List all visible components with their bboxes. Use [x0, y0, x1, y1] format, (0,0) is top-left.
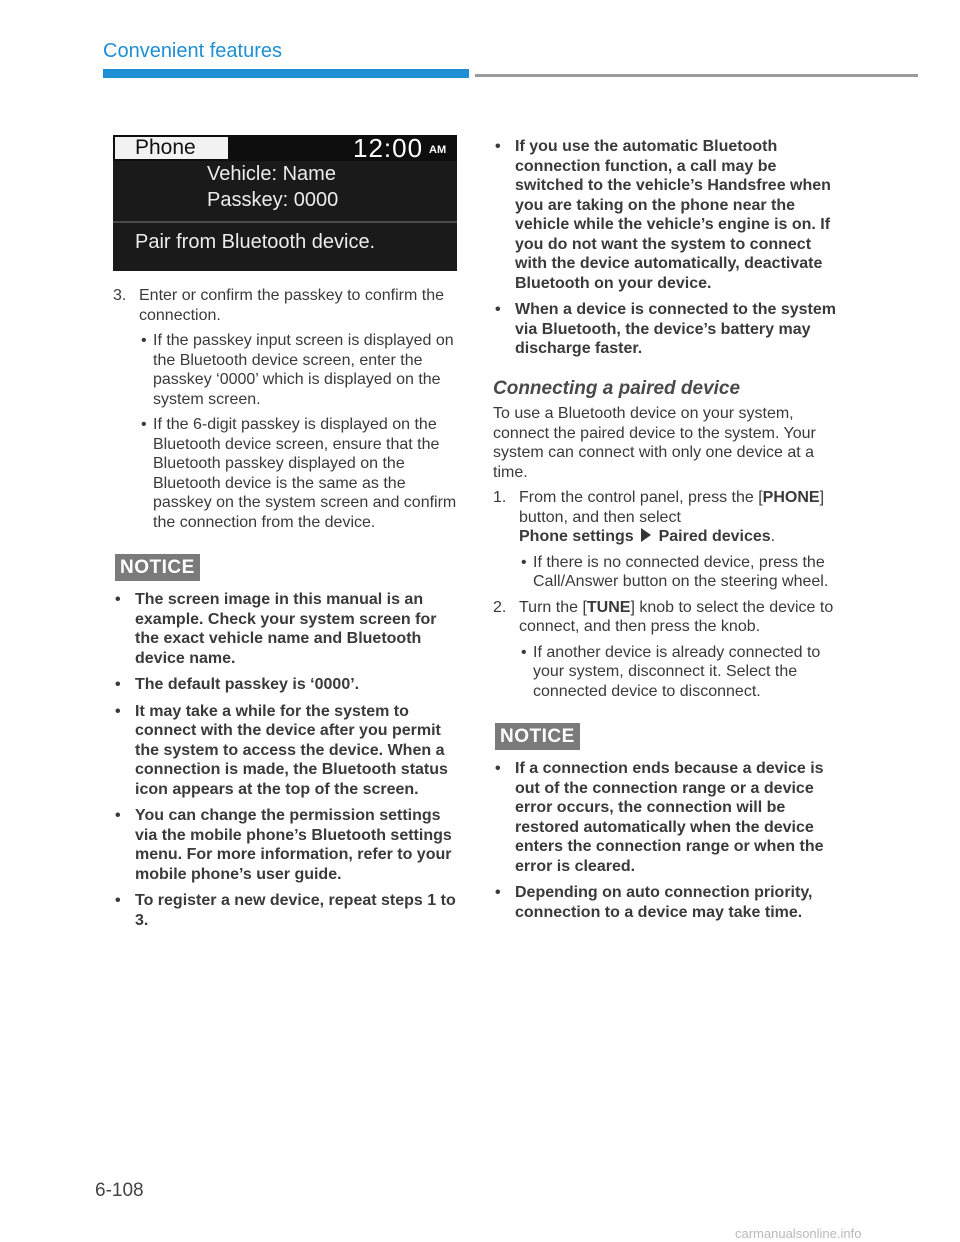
caution-item: • If you use the automatic Bluetooth connection function, a call may be switched to the vehicle’s Handsfree when you are taking on the phone near the vehicle while the vehicle’s engine is on. If you do not want the system to connect with the device automatically, deactivate Bluetooth on your device.: [495, 138, 831, 292]
step-3: [113, 286, 458, 325]
menu-paired-devices: Paired devices: [658, 528, 771, 545]
notice-badge: NOTICE: [495, 723, 580, 750]
screen-pair-message: Pair from Bluetooth device.: [135, 231, 376, 253]
sub-text: If the passkey input screen is displayed on the Bluetooth device screen, enter the passkey ‘0000’ which is displayed on the system screen.: [153, 332, 454, 408]
phone-key-label: PHONE: [762, 489, 820, 506]
notice-block-right: [493, 723, 838, 922]
bullet-dot: •: [521, 553, 527, 571]
notice-list: [493, 759, 838, 922]
notice-item: • The default passkey is ‘0000’.: [115, 676, 360, 693]
notice-item: • It may take a while for the system to connect with the device after you permit the system to access the device. When a connection is made, the Bluetooth status icon appears at the top of the screen.: [115, 702, 448, 798]
watermark: carmanualsonline.info: [735, 1226, 862, 1241]
section-intro: To use a Bluetooth device on your system, connect the paired device to the system. Your system can connect with only one device at a time.: [493, 405, 816, 481]
step-number: 2.: [493, 598, 507, 616]
caution-list: [493, 137, 838, 359]
sub-text: If another device is already connected to your system, disconnect it. Select the connected device to disconnect.: [533, 643, 821, 700]
notice-item: • The screen image in this manual is an example. Check your system screen for the exact vehicle name and Bluetooth device name.: [115, 591, 437, 667]
menu-arrow-icon: [641, 528, 651, 542]
sub-text: If the 6-digit passkey is displayed on the Bluetooth device screen, ensure that the Bluetooth passkey displayed on the Bluetooth device is the same as the passkey on the system screen and confirm the connection from the device.: [153, 416, 457, 531]
notice-item: • Depending on auto connection priority, connection to a device may take time.: [495, 884, 813, 921]
system-screen-image: [113, 135, 457, 271]
step-3-sub-1: [113, 331, 458, 409]
notice-block-left: [113, 554, 458, 930]
step-number: 3.: [113, 287, 127, 304]
section-header-title: Convenient features: [103, 40, 283, 62]
screen-phone-tab: Phone: [115, 137, 228, 159]
left-column: [113, 286, 458, 937]
bullet-dot: •: [141, 332, 147, 349]
header-bar-rule: [475, 74, 918, 77]
step-2: 2. Turn the [TUNE] knob to select the device to connect, and then press the knob.: [493, 598, 834, 635]
notice-item: • To register a new device, repeat steps 1 to 3.: [115, 892, 456, 929]
screen-vehicle-name: Vehicle: Name: [207, 163, 336, 185]
step-3-sub-2: [113, 415, 458, 532]
bullet-dot: •: [521, 643, 527, 661]
notice-list: [113, 590, 458, 930]
step-2-sub: [493, 643, 838, 702]
screen-ampm: AM: [429, 144, 447, 156]
caution-item: • When a device is connected to the system via Bluetooth, the device’s battery may discharge faster.: [495, 301, 836, 357]
screen-passkey: Passkey: 0000: [207, 189, 339, 211]
step-1-sub: [493, 553, 838, 592]
screen-divider: [113, 221, 457, 223]
header-bar-accent: [103, 69, 469, 78]
sub-text: If there is no connected device, press the Call/Answer button on the steering wheel.: [533, 553, 829, 590]
bullet-dot: •: [141, 416, 147, 433]
menu-phone-settings: Phone settings: [519, 528, 634, 545]
notice-item: • You can change the permission settings via the mobile phone’s Bluetooth settings menu. For more information, refer to your mobile phone’s user guide.: [115, 807, 452, 883]
section-title: Connecting a paired device: [493, 377, 741, 399]
right-column: [493, 137, 838, 929]
notice-badge: NOTICE: [115, 554, 200, 581]
page-number: 6-108: [95, 1180, 144, 1201]
step-number: 1.: [493, 489, 507, 506]
step-1: 1. From the control panel, press the [PHONE] button, and then select Phone settings Paired devices.: [493, 489, 825, 545]
tune-knob-label: TUNE: [586, 598, 631, 616]
step-text: Enter or confirm the passkey to confirm the connection.: [139, 287, 445, 324]
notice-item: • If a connection ends because a device is out of the connection range or a device error occurs, the connection will be restored automatically when the device enters the connection range or when the error is cleared.: [495, 760, 824, 875]
screen-clock: 12:00: [353, 135, 424, 163]
section-connecting: [493, 379, 838, 702]
